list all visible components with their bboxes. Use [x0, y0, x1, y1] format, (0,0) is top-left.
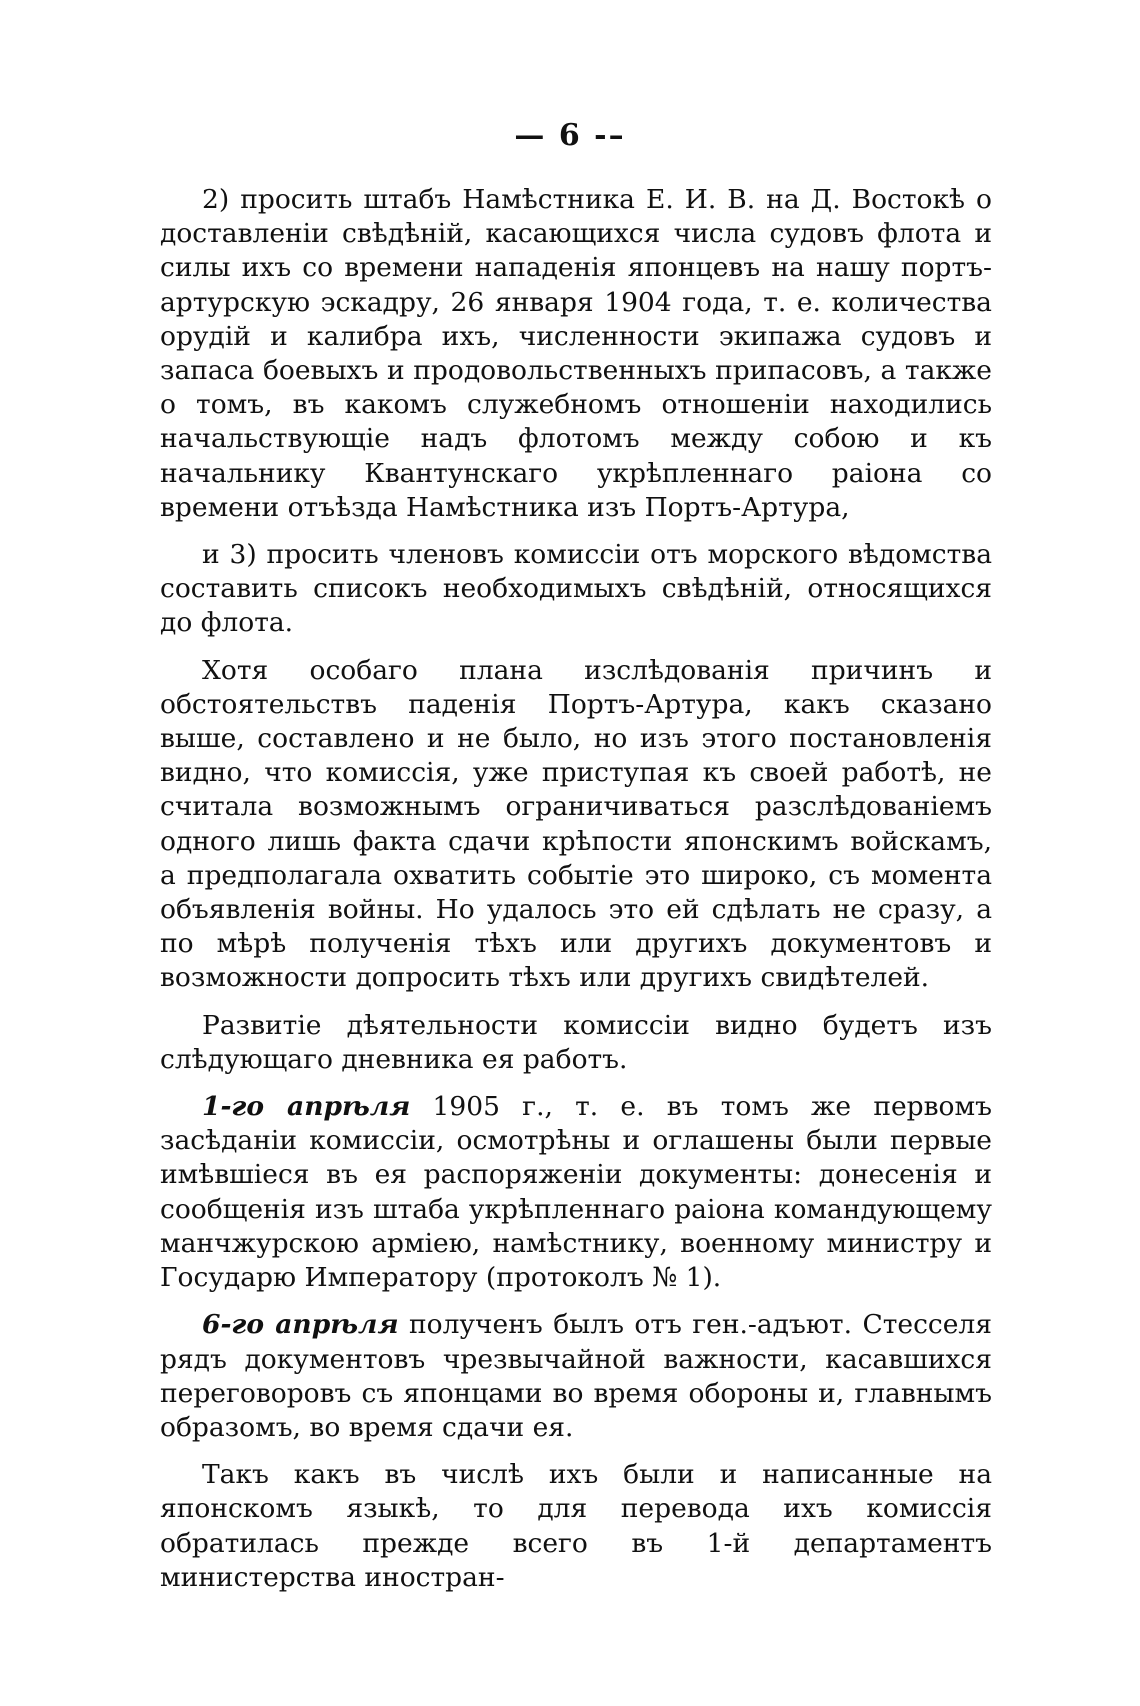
paragraph-april-6: [160, 1308, 992, 1445]
paragraph-text: Хотя особаго плана изслѣдованія причинъ и обстоятельствъ паденія Портъ-Артура, какъ сказано выше, составлено и не было, но изъ этого постановленія видно, что комиссія, уже приступая къ своей работѣ, не считала возможнымъ ограничиваться разслѣдованіемъ одного лишь факта сдачи крѣпости японскимъ войскамъ, а предполагала охватить событіе это широко, съ момента объявленія войны. Но удалось это ей сдѣлать не сразу, а по мѣрѣ полученія тѣхъ или другихъ документовъ и возможности допросить тѣхъ или другихъ свидѣтелей.: [160, 654, 992, 994]
paragraph-text: и 3) просить членовъ комиссіи отъ морского вѣдомства составить списокъ необходимыхъ свѣдѣній, относящихся до флота.: [160, 539, 992, 639]
paragraph-translation: [160, 1458, 992, 1595]
diary-date: 6-го апрѣля: [202, 1309, 399, 1341]
page-number: — 6 -–: [514, 118, 626, 153]
paragraph-text: Развитіе дѣятельности комиссіи видно будетъ изъ слѣдующаго дневника ея работъ.: [160, 1009, 992, 1075]
paragraph-text: Такъ какъ въ числѣ ихъ были и написанные на японскомъ языкѣ, то для перевода ихъ комиссія обратилась прежде всего въ 1-й департаментъ министерства иностран-: [160, 1459, 992, 1593]
paragraph-investigation-plan: [160, 654, 992, 996]
diary-date: 1-го апрѣля: [202, 1091, 411, 1123]
paragraph-april-1: [160, 1090, 992, 1295]
paragraph-item-3: [160, 538, 992, 641]
paragraph-text: 2) просить штабъ Намѣстника Е. И. В. на Д. Востокѣ о доставленіи свѣдѣній, касающихся числа судовъ флота и силы ихъ со времени нападенія японцевъ на нашу портъ-артурскую эскадру, 26 января 1904 года, т. е. количества орудій и калибра ихъ, численности экипажа судовъ и запаса боевыхъ и продовольственныхъ припасовъ, а также о томъ, въ какомъ служебномъ отношеніи находились начальствующіе надъ флотомъ между собою и къ начальнику Квантунскаго укрѣпленнаго раіона со времени отъѣзда Намѣстника изъ Портъ-Артура,: [160, 184, 992, 523]
paragraph-item-2: [160, 183, 992, 525]
page-body: [160, 183, 992, 1595]
paragraph-text: 1905 г., т. е. въ томъ же первомъ засѣданіи комиссіи, осмотрѣны и оглашены были первые имѣвшіеся въ ея распоряженіи документы: донесенія и сообщенія изъ штаба укрѣпленнаго раіона командующему манчжурскою арміею, намѣстнику, военному министру и Государю Императору (протоколъ № 1).: [160, 1091, 992, 1294]
paragraph-diary-intro: [160, 1009, 992, 1077]
paragraph-text: полученъ былъ отъ ген.-адъют. Стесселя рядъ документовъ чрезвычайной важности, касавшихся переговоровъ съ японцами во время обороны и, главнымъ образомъ, во время сдачи ея.: [160, 1309, 992, 1443]
